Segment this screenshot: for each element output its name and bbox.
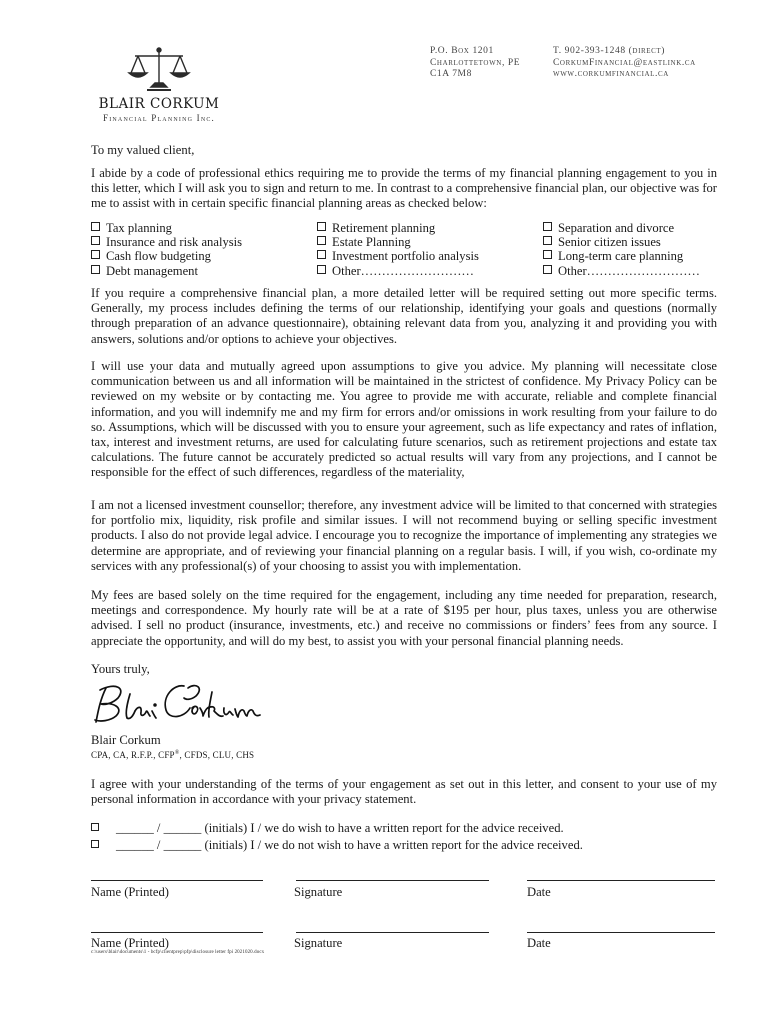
- name-printed-label: Name (Printed): [91, 936, 169, 950]
- body-paragraph: My fees are based solely on the time required for the engagement, including any time needed for preparation, research, meetings and correspondence. My hourly rate will be at a rate of $195 per hour, plus taxes, unless you are otherwise advised. I sell no product (insurance, investments, etc.) and receive no commissions or finders’ fees from any source. I appreciate the opportunity, and will do my best, to assist you with your personal financial planning needs.: [91, 588, 717, 648]
- checklist-column: [91, 221, 242, 278]
- name-line[interactable]: [91, 880, 263, 881]
- checklist-label: Long-term care planning: [558, 249, 684, 264]
- signer-credentials: [91, 750, 254, 760]
- mailing-address: [430, 46, 520, 81]
- checklist-item[interactable]: [317, 235, 479, 249]
- checklist-label: Senior citizen issues: [558, 235, 661, 250]
- checklist-item[interactable]: [91, 235, 242, 249]
- checklist-item[interactable]: [91, 221, 242, 235]
- file-path-footer: c:\users\blair\documents\1 - bcfp\clientprep\pfp\disclosure letter fpi 2021020.docx: [91, 950, 265, 955]
- checkbox-icon[interactable]: [91, 823, 99, 831]
- checkbox-icon[interactable]: [543, 250, 552, 259]
- credentials-text: , CFDS, CLU, CHS: [179, 750, 255, 760]
- option-label: ______ / ______ (initials) I / we do wish to have a written report for the advice received.: [116, 821, 564, 835]
- checklist-item[interactable]: [317, 249, 479, 263]
- report-option-yes[interactable]: [91, 821, 564, 836]
- address-line: P.O. Box 1201: [430, 46, 494, 56]
- signature-line[interactable]: [296, 932, 489, 933]
- checkbox-icon[interactable]: [543, 265, 552, 274]
- checklist-item[interactable]: [543, 221, 700, 235]
- date-line[interactable]: [527, 932, 715, 933]
- checkbox-icon[interactable]: [91, 250, 100, 259]
- checklist-item[interactable]: [317, 221, 479, 235]
- address-line: C1A 7M8: [430, 69, 472, 79]
- greeting: To my valued client,: [91, 143, 195, 157]
- option-label: ______ / ______ (initials) I / we do not wish to have a written report for the advice received.: [116, 838, 583, 852]
- report-option-no[interactable]: [91, 838, 583, 853]
- body-paragraph: I am not a licensed investment counsellor; therefore, any investment advice will be limited to that concerned with strategies for portfolio mix, liquidity, risk profile and similar issues. I will not recommend buying or selling specific investment products. I also do not provide legal advice. I encourage you to recognize the importance of implementing any strategies we determine are appropriate, and of reviewing your financial planning on a regular basis. I will, if you wish, co-ordinate my services with any professional(s) of your choosing to assist you with implementation.: [91, 498, 717, 573]
- date-line[interactable]: [527, 880, 715, 881]
- company-subtitle: Financial Planning Inc.: [102, 113, 216, 123]
- checklist-column: [543, 221, 700, 278]
- agreement-paragraph: I agree with your understanding of the terms of your engagement as set out in this letter, and consent to your use of my personal information in accordance with your privacy statement.: [91, 777, 717, 807]
- closing: Yours truly,: [91, 662, 150, 676]
- checklist-item[interactable]: [543, 235, 700, 249]
- checklist-item[interactable]: [91, 264, 242, 278]
- checkbox-icon[interactable]: [91, 265, 100, 274]
- registered-mark: ®: [174, 750, 180, 756]
- signature-line[interactable]: [296, 880, 489, 881]
- checklist-label: Other………………………: [558, 263, 701, 278]
- checklist-label: Tax planning: [106, 221, 172, 235]
- checkbox-icon[interactable]: [91, 236, 100, 245]
- checklist-label: Retirement planning: [332, 221, 436, 235]
- company-logo: [94, 46, 224, 123]
- checklist-label: Insurance and risk analysis: [106, 235, 243, 250]
- checkbox-icon[interactable]: [317, 222, 326, 231]
- checklist-label: Cash flow budgeting: [106, 249, 211, 264]
- checkbox-icon[interactable]: [91, 222, 100, 231]
- checkbox-icon[interactable]: [317, 250, 326, 259]
- checklist-label: Investment portfolio analysis: [332, 249, 479, 264]
- checklist-label: Estate Planning: [332, 235, 411, 250]
- contact-info: [553, 46, 696, 81]
- signature-label: Signature: [294, 936, 343, 950]
- scales-of-justice-icon: [127, 46, 191, 92]
- phone-number: T. 902-393-1248 (direct): [553, 46, 666, 56]
- body-paragraph: If you require a comprehensive financial plan, a more detailed letter will be required setting out more specific terms. Generally, my process includes defining the terms of our relationship, identifying your goals and questions (normally through preparation of an advance questionnaire), obtaining relevant data from you, analyzing it and providing you with answers, solutions and/or options to achieve your objectives.: [91, 286, 717, 346]
- handwritten-signature: [92, 678, 267, 730]
- checklist-label: Other………………………: [332, 263, 475, 278]
- checklist-item[interactable]: [91, 249, 242, 263]
- signer-name: Blair Corkum: [91, 733, 161, 747]
- checklist-label: Separation and divorce: [558, 221, 675, 235]
- email-address[interactable]: CorkumFinancial@eastlink.ca: [553, 57, 696, 68]
- intro-paragraph: I abide by a code of professional ethics requiring me to provide the terms of my financial planning engagement to you in this letter, which I will ask you to sign and return to me. In contrast to a comprehensive financial plan, our objective was for me to assist with in certain specific financial planning areas as checked below:: [91, 166, 717, 211]
- checkbox-icon[interactable]: [543, 236, 552, 245]
- checkbox-icon[interactable]: [91, 840, 99, 848]
- checklist-item[interactable]: [543, 264, 700, 278]
- checklist-item[interactable]: [317, 264, 479, 278]
- date-label: Date: [527, 885, 551, 899]
- credentials-text: CPA, CA, R.F.P., CFP: [91, 750, 175, 760]
- signature-label: Signature: [294, 885, 343, 899]
- body-paragraph: I will use your data and mutually agreed upon assumptions to give you advice. My planning will necessitate close communication between us and all information will be maintained in the strictest of confidence. My Privacy Policy can be reviewed on my website or by contacting me. You agree to provide me with accurate, reliable and complete financial information, and you will indemnify me and my firm for errors and/or omissions in work resulting from your failure to do so. Assumptions, which will be discussed with you to ensure your agreement, such as life expectancy and rates of inflation, tax, interest and investment returns, are used for calculating future scenarios, such as retirement projections and estate tax calculations. The future cannot be accurately predicted so actual results will vary from any projections, and I cannot be responsible for the effect of such differences, regardless of the materiality,: [91, 359, 717, 480]
- name-line[interactable]: [91, 932, 263, 933]
- name-printed-label: Name (Printed): [91, 885, 169, 899]
- checklist-item[interactable]: [543, 249, 700, 263]
- company-name: BLAIR CORKUM: [98, 96, 220, 112]
- checklist-column: [317, 221, 479, 278]
- address-line: Charlottetown, PE: [430, 57, 521, 68]
- website-url[interactable]: www.corkumfinancial.ca: [553, 69, 669, 79]
- date-label: Date: [527, 936, 551, 950]
- checkbox-icon[interactable]: [543, 222, 552, 231]
- checkbox-icon[interactable]: [317, 265, 326, 274]
- checklist-label: Debt management: [106, 263, 198, 278]
- checkbox-icon[interactable]: [317, 236, 326, 245]
